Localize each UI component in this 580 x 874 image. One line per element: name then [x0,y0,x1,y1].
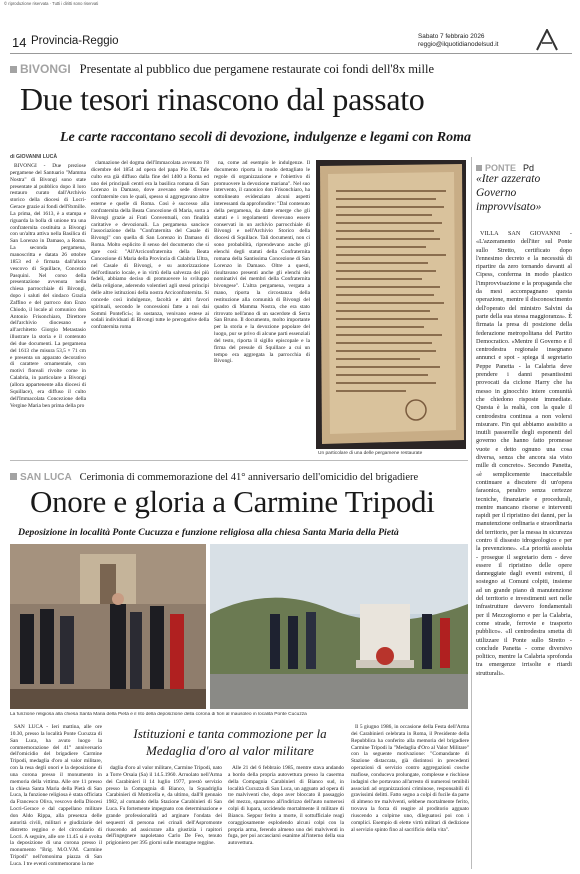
header-email: reggio@ilquotidianodelsud.it [418,41,499,48]
article1-column-3: na, come ad esempio le indulgenze. Il documento riporta in modo dettagliato le regole di organizzazione e l'obiettivo di promuovere la devozione mariana". Nel suo intervento, il canonico don Frisonchiaro, ha sottolineato evidenziato alcuni aspetti interessanti da approfondire: "Dal contenuto della pergamena, da datte emerge che gli statuti e i regolamenti dovevano essere conservati in un archivio parrocchiale di Bivongi e nell'Archivio Storico della diocesi di Squillace. Tali documenti, non ci sono probabilità, riprendevano anche gli elenchi degli statuti della Confraternita romana della Santissima Concezione di San Lorenzo in Damaso. Oltre a questi, risultavano presenti anche gli elenchi dei nominativi dei membri della Confraternita bivongese". L'altra pergamena, vergata a mano, riporta la circostanza della restituzione alla comunità di Bivongi del quadro di Mamma Nostra, che era stato ritrovato nell'anno di un sacerdote di Serra San Bruno. Il documento, molto importante per la storia e la devozione popolare del luogo, pur se privo di alcune parti essenziali del testo, riporta il sigillo episcopale e la firma del presule di Squillace a cui un tempo era aggregata la parrocchia di Bivongi. [214,160,310,365]
article2-column-1: SAN LUCA - Ieri mattina, alle ore 10.30, presso la località Ponte Cucuzza di San Luca, ha avuto luogo la commemorazione del 41° anniversario dell'omicidio del brigadiere Carmine Tripodi, medaglia d'oro al valor militare, con la resa degli onori e la deposizione di una corona presso il monumento in memoria della vittima. Alle ore 11 presso la chiesa Santa Maria della Pietà di San Luca, la funzione religiosa è stata officiata da Francesco Oliva, vescovo della Diocesi Locri-Gerace e dal cappellano militare don Aldo Rippa, alla presenza delle autorità civili, militari e giudiziarie del distretto reggino e del circondario di Locri. A seguire, alle ore 11.45 si è svolta la deposizione di una corona presso il monumento "Brig. M.O.V.M. Carmine Tripodi" nell'omonima piazza di San Luca. I tre eventi commemorano la me [10,724,102,867]
article1-byline: di GIOVANNI LUCÀ [10,154,58,160]
article2-photo-caption: La funzione religiosa alla chiesa Santa Maria della Pietà e il rito della deposizione della corona di fiori al mausoleo in località Ponte Cucuzza [10,712,307,717]
parchment-image [316,160,466,449]
sidebar-divider [471,157,472,869]
article2-photo-monument [210,544,468,709]
article1-kicker-line [10,60,572,78]
article2-kicker: Cerimonia di commemorazione del 41° anniversario dell'omicidio del brigadiere [79,472,419,483]
monument-wreath-image [210,544,468,709]
reproduction-notice: © riproduzione riservata · Tutti i diritti sono riservati [4,1,99,6]
article1-photo [316,160,466,449]
article2-kicker-line [10,467,470,485]
page-section: Provincia-Reggio [31,35,119,47]
article2-headline: Onore e gloria a Carmine Tripodi [30,484,435,519]
church-ceremony-image [10,544,206,709]
sidebar-party: Pd [523,163,535,173]
article1-column-1: BIVONGI - Due preziose pergamene del Santuario "Mamma Nostra" di Bivongi sono state presentate al pubblico dopo il loro restauro curato dall'Archivio storico della diocesi di Locri-Gerace grazie ai fondi dell'8xmille. La prima, del 1613, è a stampa e riguarda la bolla di unione tra una confraternita costituita a Bivongi con un'altra attiva nella Basilica di San Lorenzo in Damaso, a Roma. La seconda pergamena, manoscritta e datata 26 ottobre 1853 ed è firmata dall'allora vescovo di Squillace, Concezio Pasquini. Nel corso della presentazione avvenuta nella chiesa parrocchiale di Bivongi, dopo i saluti del sindaco Grazia Zaffino e del parroco don Enzo Chiodo, il locale al comunico don Antonio Frisonchiaro, Direttore dell'archivio diocesano e all'architetto Giorgio Metastasio illustrare la storia e il contenuto dei due documenti. La pergamena del 1613 che misura 53,5 × 71 cm e presenta un apparato decorativo di carattere ornamentale, con motivi floreali rivolte come in Calabria, in particolare a Bivongi (allora appartenente alla diocesi di Squillace), era diffuso il culto dell'Immacolata Concezione della Vergine Maria ben prima della pro [10,163,86,409]
sidebar-tag: PONTE [485,163,517,173]
newspaper-logo [535,29,559,51]
article1-subhead: Le carte raccontano secoli di devozione, indulgenze e legami con Roma [60,130,472,145]
article2-column-4: Il 5 giugno 1986, in occasione della Festa dell'Arma dei Carabinieri celebrata in Roma, il Presidente della Repubblica ha conferito alla memoria del brigadiere Carmine Tripodi la "Medaglia d'Oro al Valor Militare" con la seguente motivazione: "Comandante di Stazione distaccata, già distintosi in precedenti operazioni di servizio contro aggregazioni cosche mafiose, conduceva prolungate, complesse e rischiose indagini che portavano all'arresto di numerosi temibili associati ad organizzazioni criminose, responsabili di gravissimi delitti. Fatto segno a colpi di fucile da parte di almeno tre malviventi, sebbene mortalmente ferito, trovava la forza di reagire al proditorio agguato riuscendo a colpirne uno, dileguatosi poi con i complici. Esempio di elette virtù militari di dedizione al servizio spinto fino al sacrificio della vita". [351,724,469,833]
article2-subhead: Deposizione in località Ponte Cucuzza e funzione religiosa alla chiesa Santa Maria della Pietà [18,527,399,538]
article1-photo-caption: Un particolare di una delle pergamene restaurate [318,451,423,456]
article1-kicker: Presentate al pubblico due pergamene restaurate coi fondi dell'8x mille [79,62,434,76]
sidebar-body: VILLA SAN GIOVANNI - «L'azzeramento dell'iter sul Ponte sullo Stretto, certificato dopo l'ennesimo decreto e la necessità di ripartire da zero tornando davanti al Cipess, conferma in modo plastico l'improvvisazione e la propaganda che da mesi accompagnano questa operazione, mentre il disconoscimento dell'operato del ministro Salvini da parte della sua stessa maggioranza». È firmata la presa di posizione della federazione metropolitana del Partito Democratico. «Mentre il Governo e il centrodestra regionale insegnano annunci e spot - spiega il segretario Peppe Panetta - la Calabria deve prendere i danni pesantissimi provocati da ciclone Harry che ha messo in ginocchio intere comunità che chiedono risposte immediate. Questa è la realtà, con la quale il centrodestra continua a non volersi misurare. Fin qui abbiamo assistito a inutili passerelle degli esponenti del governo che hanno fatto promesse vuote e detto ognuno una cosa diversa, senza che ancora sia visto mille di concreto». Secondo Panetta, «è semplicemente inaccettabile continuare a discutere di un'opera faraonica, peraltro senza certezze tecniche, finanziarie e procedurali, mentre mancano risorse e interventi rapidi per il ripristino dei danni, per la manutenzione ordinaria e straordinaria del territorio, per la messa in sicurezza contro il dissesto idrogeologico e per la prevenzione». «La priorità assoluta - prosegue il segretario dem - deve essere il ripristino delle opere danneggiate dagli eventi estremi, il sostegno ai Comuni colpiti, insieme ad un grande piano di manutenzione del territorio e investimenti seri nelle infrastrutture davvero fondamentali per il Mezzogiorno e per la Calabria, come strade, ferrovie e trasporto pubblico». «Il centrodestra smetta di utilizzare il Ponte sullo Stretto - conclude Panetta - come diversivo politico, mentre la Calabria sprofonda tra emergenze irrisolte e ritardi strutturali». [476,230,572,677]
page-number: 14 [12,35,27,50]
header-rule [10,53,572,54]
article1-column-2: clamazione del dogma dell'Immacolata avvenuto l'8 dicembre del 1854 ad opera del papa Pio IX. Tale culto era già diffuso dalla fine del 1400 a Roma ed uno dei principali centri era la basilica romana di San Lorenzo in Damaso, dove avevano sede diverse confraternite con le quali, spesso si aggregavano altre esterne e quelle di Roma. Così è successo alla confraternita della Beata Concezione di Maria, sorta a Bivongi grazie ai Frati Conventuali, con finalità caritative e devozionali. La pergamena sancisce l'associazione della "Confraternita del Casale di Bivongi" con quella di San Lorenzo in Damaso di Roma. Molto esplicito il senso del documento che si apre così: "All'Arciconfraternita della Beata Concezione di Maria della Provincia di Calabria Ultra, nel Casale di Bivongi, e su autorizzazione dell'ordinario locale, e in virtù della salvezza dei più fedeli, abbiamo deciso di promuovere lo sviluppo della religione, aderendo volentieri agli stessi principi delle altre istituzioni della nostra Arciconfraternita. Si concede così indulgenze, facoltà e altri favori spirituali, secondo le concessioni fatte a noi dai Sommi Pontefici»; in sostanza, venivano estese ai sodali individuati di Bivongi tutte le prerogative della confraternita roma [91,160,209,331]
article1-tag: BIVONGI [20,62,71,76]
header-dateline [418,33,498,49]
article2-photo-ceremony [10,544,206,709]
article2-box-headline: Istituzioni e tanta commozione per la Medaglia d'oro al valor militare [133,726,327,758]
square-bullet-icon [476,165,482,171]
section-rule [10,460,468,461]
sidebar-title: «Iter azzerato Governo improvvisato» [476,173,542,213]
square-bullet-icon [10,66,17,73]
article1-headline: Due tesori rinascono dal passato [20,81,425,117]
article2-column-2: daglia d'oro al valor militare, Carmine Tripodi, nato a Torre Orsaia (Sa) il 14.5.1960. Arruolato nell'Arma dei Carabinieri il 14 luglio 1977, prestò servizio presso la Compagnia di Bianco, la Squadriglia Carabinieri di Motticella e, da ultimo, dall'8 gennaio 1982, al comando della Stazione Carabinieri di San Luca. Fu fortemente impegnato con determinazione e grande professionalità ad arginare l'ondata dei sequestri di persona nei crinali dell'Aspromonte riuscendo ad assicurare alla giustizia i rapitori dell'ingegnere napoletano Carlo De Feo, tenuto prigioniero per 395 giorni sulle montagne reggine. [106,765,222,847]
article2-tag: SAN LUCA [20,472,72,483]
article2-column-3: Alle 21 del 6 febbraio 1985, mentre stava andando a bordo della propria autovettura presso la caserma della Compagnia Carabinieri di Bianco sud, in località Cucuzza di San Luca, un agguato ad opera di tre malviventi che, dopo aver bloccato il passaggio del mezzo, spararono all'indirizzo dell'auto numerosi colpi di lupara, uccidendo mortalmente il militare di Bianco. Seppur ferito a morte, il sottufficiale reagì coraggiosamente esplodendo alcuni colpi con la propria arma, ferendo almeno uno dei malviventi in fuga, per poi accasciarsi esanime all'interno della sua autovettura. [228,765,344,847]
header-date: Sabato 7 febbraio 2026 [418,33,485,40]
square-bullet-icon [10,473,17,480]
